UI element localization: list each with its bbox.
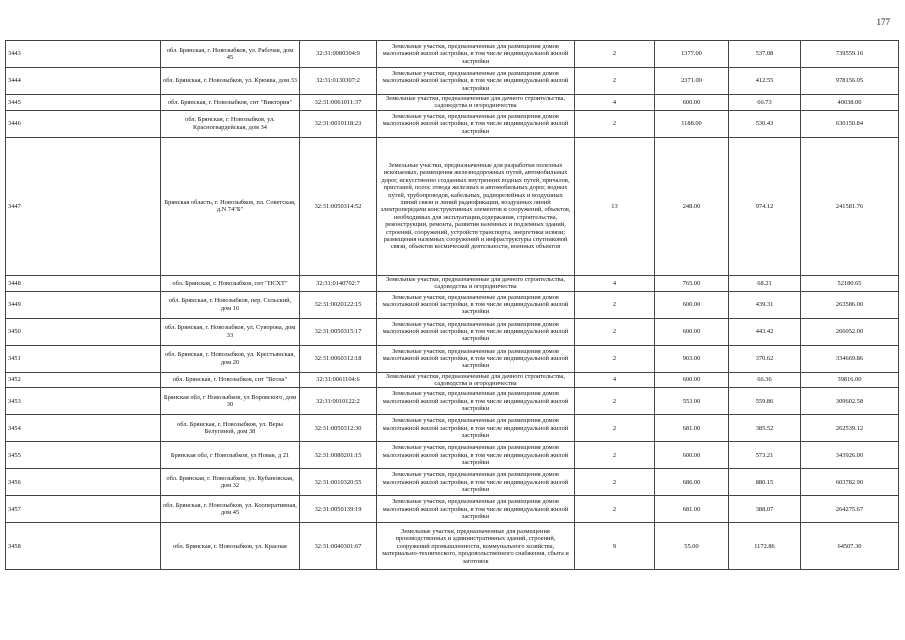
address-cell: обл. Брянская, г. Новозыбков, снт "Виктория" — [161, 95, 300, 111]
row-number: 3456 — [6, 469, 161, 496]
unit-cost-cell: 559.86 — [729, 388, 801, 415]
category-cell: 4 — [575, 275, 655, 291]
land-use-cell: Земельные участки, предназначенные для размещения домов малоэтажной жилой застройки, в том числе индивидуальной жилой застройки — [377, 318, 575, 345]
cadastral-number-cell: 32:31:0080201:15 — [300, 442, 377, 469]
address-cell: обл. Брянская, г. Новозыбков, ул. Кооперативная, дом 45 — [161, 496, 300, 523]
row-number: 3457 — [6, 496, 161, 523]
address-cell: обл. Брянская, г. Новозыбков, ул. Веры Белугиной, дом 38 — [161, 415, 300, 442]
category-cell: 9 — [575, 523, 655, 570]
cadastral-number-cell: 32:31:0080304:9 — [300, 41, 377, 68]
row-number: 3449 — [6, 291, 161, 318]
row-number: 3451 — [6, 345, 161, 372]
table-row — [6, 388, 899, 415]
cadastral-number-cell: 32:31:0010122:2 — [300, 388, 377, 415]
area-cell: 1377.00 — [655, 41, 729, 68]
area-cell: 600.00 — [655, 372, 729, 388]
area-cell: 765.00 — [655, 275, 729, 291]
land-use-cell: Земельные участки, предназначенные для разработки полезных ископаемых, размещения железнодорожных путей, автомобильных дорог, искусственно созданных внутренних водных путей, причалов, пристаней, полос отвода железных и автомобильных дорог, водных путей, трубопроводов, кабельных, радиорелейных и воздушных линий связи и линий радиофикации, воздушных линий электропередачи конструктивных элементов и сооружений, объектов, необходимых для эксплуатации,содержания, строительства, реконструкции, ремонта, развития наземных и подземных зданий, строений, сооружений, устройств транспорта, энергетики исвязи; размещения наземных сооружений и инфраструктуры спутниковой связи, объектов космической деятельности, военных объектов — [377, 137, 575, 275]
category-cell: 13 — [575, 137, 655, 275]
land-use-cell: Земельные участки, предназначенные для размещения домов малоэтажной жилой застройки, в том числе индивидуальной жилой застройки — [377, 68, 575, 95]
cadastral-number-cell: 32:31:0050314:52 — [300, 137, 377, 275]
address-cell: обл. Брянская, г. Новозыбков, снт "НСХТ" — [161, 275, 300, 291]
table-row — [6, 41, 899, 68]
land-use-cell: Земельные участки, предназначенные для размещения домов малоэтажной жилой застройки, в том числе индивидуальной жилой застройки — [377, 496, 575, 523]
land-registry-table — [5, 40, 899, 570]
address-cell: обл. Брянская, г. Новозыбков, ул. Суворова, дом 33 — [161, 318, 300, 345]
cadastral-value-cell: 343926.00 — [801, 442, 899, 469]
cadastral-number-cell: 32:31:0010320:55 — [300, 469, 377, 496]
cadastral-value-cell: 64507.30 — [801, 523, 899, 570]
table-row — [6, 415, 899, 442]
table-row — [6, 523, 899, 570]
land-use-cell: Земельные участки, предназначенные для размещения домов малоэтажной жилой застройки, в том числе индивидуальной жилой застройки — [377, 469, 575, 496]
category-cell: 4 — [575, 95, 655, 111]
area-cell: 600.00 — [655, 442, 729, 469]
unit-cost-cell: 573.21 — [729, 442, 801, 469]
category-cell: 2 — [575, 291, 655, 318]
table-row — [6, 345, 899, 372]
unit-cost-cell: 388.07 — [729, 496, 801, 523]
row-number: 3446 — [6, 110, 161, 137]
land-use-cell: Земельные участки, предназначенные для размещения домов малоэтажной жилой застройки, в том числе индивидуальной жилой застройки — [377, 291, 575, 318]
table-row — [6, 110, 899, 137]
unit-cost-cell: 974.12 — [729, 137, 801, 275]
unit-cost-cell: 66.36 — [729, 372, 801, 388]
unit-cost-cell: 880.15 — [729, 469, 801, 496]
cadastral-value-cell: 40038.00 — [801, 95, 899, 111]
area-cell: 55.00 — [655, 523, 729, 570]
cadastral-value-cell: 309602.58 — [801, 388, 899, 415]
land-use-cell: Земельные участки, предназначенные для размещения производственных и административных зданий, строений, сооружений промышленности, коммунального хозяйства, материально-технического, продовольственного снабжения, сбыта и заготовок — [377, 523, 575, 570]
row-number: 3447 — [6, 137, 161, 275]
cadastral-number-cell: 32:31:0061104:6 — [300, 372, 377, 388]
row-number: 3445 — [6, 95, 161, 111]
cadastral-number-cell: 32:31:0050315:17 — [300, 318, 377, 345]
category-cell: 2 — [575, 318, 655, 345]
category-cell: 2 — [575, 110, 655, 137]
category-cell: 2 — [575, 41, 655, 68]
unit-cost-cell: 66.73 — [729, 95, 801, 111]
cadastral-value-cell: 739559.16 — [801, 41, 899, 68]
category-cell: 2 — [575, 469, 655, 496]
category-cell: 2 — [575, 68, 655, 95]
area-cell: 1188.00 — [655, 110, 729, 137]
category-cell: 2 — [575, 388, 655, 415]
address-cell: Брянская обл, г Новозыбков, ул Новая, д 21 — [161, 442, 300, 469]
cadastral-value-cell: 264275.67 — [801, 496, 899, 523]
address-cell: Брянская область, г. Новозыбков, пл. Советская, д.N 74"Б" — [161, 137, 300, 275]
cadastral-number-cell: 32:31:0140702:7 — [300, 275, 377, 291]
land-use-cell: Земельные участки, предназначенные для размещения домов малоэтажной жилой застройки, в том числе индивидуальной жилой застройки — [377, 110, 575, 137]
unit-cost-cell: 412.55 — [729, 68, 801, 95]
unit-cost-cell: 443.42 — [729, 318, 801, 345]
cadastral-value-cell: 52180.65 — [801, 275, 899, 291]
land-use-cell: Земельные участки, предназначенные для размещения домов малоэтажной жилой застройки, в том числе индивидуальной жилой застройки — [377, 345, 575, 372]
land-use-cell: Земельные участки, предназначенные для дачного строительства, садоводства и огородничества — [377, 95, 575, 111]
cadastral-value-cell: 978156.05 — [801, 68, 899, 95]
area-cell: 248.00 — [655, 137, 729, 275]
category-cell: 2 — [575, 442, 655, 469]
address-cell: обл. Брянская, г. Новозыбков, пер. Сельский, дом 16 — [161, 291, 300, 318]
cadastral-number-cell: 32:31:0020122:15 — [300, 291, 377, 318]
address-cell: Брянская обл, г Новозыбков, ул Воровского, дом 30 — [161, 388, 300, 415]
area-cell: 681.00 — [655, 496, 729, 523]
area-cell: 681.00 — [655, 415, 729, 442]
cadastral-value-cell: 266052.00 — [801, 318, 899, 345]
table-row — [6, 291, 899, 318]
unit-cost-cell: 370.62 — [729, 345, 801, 372]
table-row — [6, 496, 899, 523]
table-row — [6, 68, 899, 95]
address-cell: обл. Брянская, г. Новозыбков, ул. Рабочая, дом 45 — [161, 41, 300, 68]
cadastral-value-cell: 603782.90 — [801, 469, 899, 496]
row-number: 3444 — [6, 68, 161, 95]
unit-cost-cell: 68.21 — [729, 275, 801, 291]
unit-cost-cell: 385.52 — [729, 415, 801, 442]
unit-cost-cell: 530.43 — [729, 110, 801, 137]
table-row — [6, 442, 899, 469]
land-use-cell: Земельные участки, предназначенные для размещения домов малоэтажной жилой застройки, в том числе индивидуальной жилой застройки — [377, 388, 575, 415]
unit-cost-cell: 1172.86 — [729, 523, 801, 570]
category-cell: 2 — [575, 345, 655, 372]
address-cell: обл. Брянская, г. Новозыбков, ул. Крюква, дом 33 — [161, 68, 300, 95]
address-cell: обл. Брянская, г. Новозыбков, ул. Красногвардейская, дом 34 — [161, 110, 300, 137]
row-number: 3450 — [6, 318, 161, 345]
table-row — [6, 469, 899, 496]
cadastral-number-cell: 32:31:0060312:18 — [300, 345, 377, 372]
cadastral-value-cell: 630150.84 — [801, 110, 899, 137]
row-number: 3454 — [6, 415, 161, 442]
area-cell: 600.00 — [655, 95, 729, 111]
land-use-cell: Земельные участки, предназначенные для размещения домов малоэтажной жилой застройки, в том числе индивидуальной жилой застройки — [377, 41, 575, 68]
land-use-cell: Земельные участки, предназначенные для дачного строительства, садоводства и огородничества — [377, 372, 575, 388]
category-cell: 4 — [575, 372, 655, 388]
category-cell: 2 — [575, 496, 655, 523]
cadastral-value-cell: 334669.86 — [801, 345, 899, 372]
cadastral-number-cell: 32:31:0061011:37 — [300, 95, 377, 111]
unit-cost-cell: 537.08 — [729, 41, 801, 68]
area-cell: 600.00 — [655, 318, 729, 345]
row-number: 3443 — [6, 41, 161, 68]
unit-cost-cell: 439.31 — [729, 291, 801, 318]
cadastral-number-cell: 32:31:0010118:23 — [300, 110, 377, 137]
land-use-cell: Земельные участки, предназначенные для размещения домов малоэтажной жилой застройки, в том числе индивидуальной жилой застройки — [377, 442, 575, 469]
row-number: 3458 — [6, 523, 161, 570]
land-use-cell: Земельные участки, предназначенные для размещения домов малоэтажной жилой застройки, в том числе индивидуальной жилой застройки — [377, 415, 575, 442]
row-number: 3452 — [6, 372, 161, 388]
area-cell: 553.00 — [655, 388, 729, 415]
row-number: 3455 — [6, 442, 161, 469]
address-cell: обл. Брянская, г. Новозыбков, снт "Весна" — [161, 372, 300, 388]
table-row — [6, 137, 899, 275]
row-number: 3448 — [6, 275, 161, 291]
category-cell: 2 — [575, 415, 655, 442]
area-cell: 2371.00 — [655, 68, 729, 95]
land-use-cell: Земельные участки, предназначенные для дачного строительства, садоводства и огородничества — [377, 275, 575, 291]
cadastral-value-cell: 39816.00 — [801, 372, 899, 388]
area-cell: 686.00 — [655, 469, 729, 496]
row-number: 3453 — [6, 388, 161, 415]
area-cell: 903.00 — [655, 345, 729, 372]
table-row — [6, 95, 899, 111]
address-cell: обл. Брянская, г. Новозыбков, ул. Крестьянская, дом 20 — [161, 345, 300, 372]
cadastral-value-cell: 262539.12 — [801, 415, 899, 442]
cadastral-number-cell: 32:31:0050312:30 — [300, 415, 377, 442]
cadastral-number-cell: 32:31:0130307:2 — [300, 68, 377, 95]
area-cell: 600.00 — [655, 291, 729, 318]
cadastral-value-cell: 263586.00 — [801, 291, 899, 318]
table-row — [6, 318, 899, 345]
address-cell: обл. Брянская, г. Новозыбков, ул. Красная — [161, 523, 300, 570]
cadastral-number-cell: 32:31:0040301:67 — [300, 523, 377, 570]
cadastral-number-cell: 32:31:0050139:19 — [300, 496, 377, 523]
page-number: 177 — [876, 17, 890, 27]
table-row — [6, 372, 899, 388]
address-cell: обл. Брянская, г. Новозыбков, ул. Кубановская, дом 32 — [161, 469, 300, 496]
table-row — [6, 275, 899, 291]
cadastral-value-cell: 241581.76 — [801, 137, 899, 275]
